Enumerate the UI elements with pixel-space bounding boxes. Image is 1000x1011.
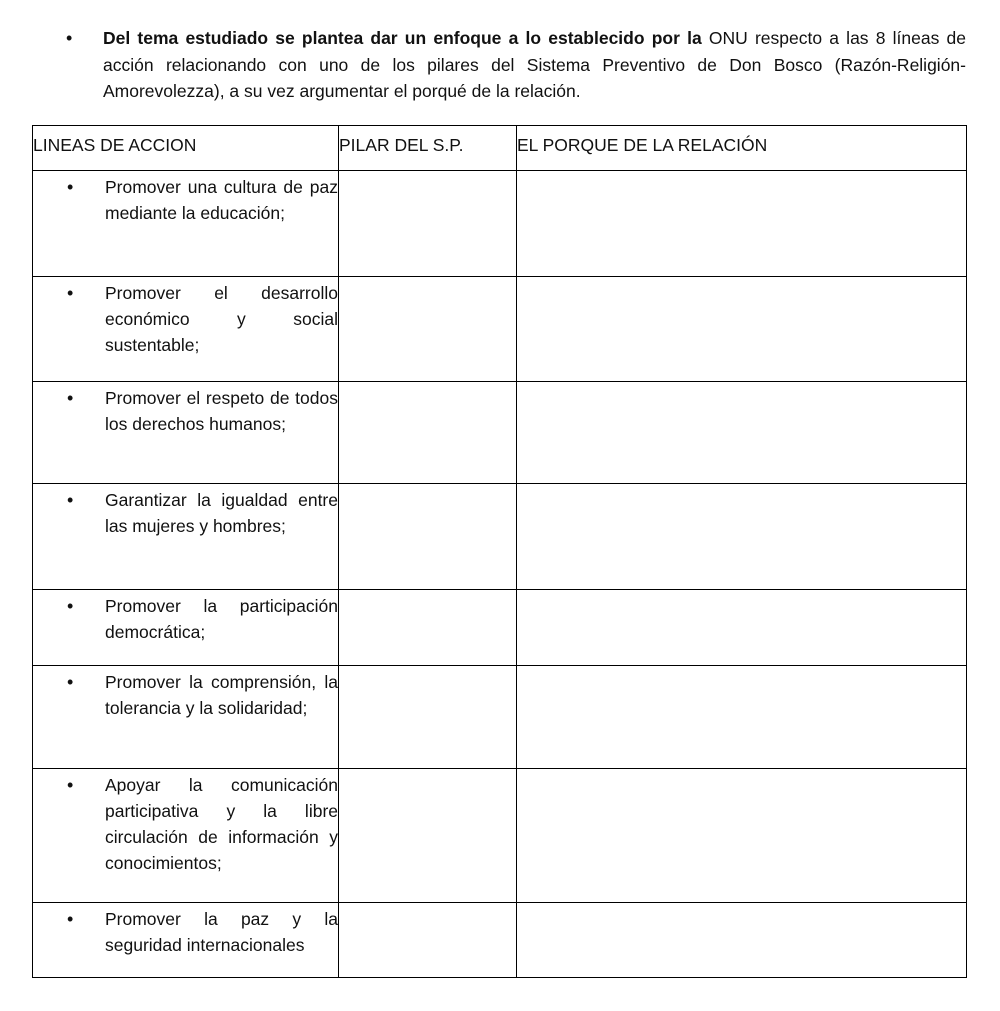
bullet: • <box>67 775 74 795</box>
pilar-cell[interactable] <box>339 590 517 666</box>
bullet: • <box>67 388 74 408</box>
table-row <box>33 769 967 903</box>
pilar-cell[interactable] <box>339 484 517 590</box>
porque-cell[interactable] <box>517 590 967 666</box>
linea-text: Promover la participación democrática; <box>105 596 338 642</box>
porque-cell[interactable] <box>517 903 967 978</box>
header-pilar: PILAR DEL S.P. <box>339 126 517 171</box>
intro-rest-text: ONU respecto a las 8 líneas de acción relacionando con uno de los pilares del Sistema Preventivo de Don Bosco (Razón-Religión-Amorevolezza), a su vez argumentar el porqué de la relación. <box>103 28 967 101</box>
bullet: • <box>67 909 74 929</box>
table-header-row <box>33 126 967 171</box>
header-porque: EL PORQUE DE LA RELACIÓN <box>517 126 967 171</box>
intro-bold-text: Del tema estudiado se plantea dar un enfoque a lo establecido por la <box>103 28 702 48</box>
intro-text <box>103 25 966 105</box>
pilar-cell[interactable] <box>339 171 517 277</box>
linea-cell <box>33 769 339 903</box>
table-row <box>33 382 967 484</box>
pilar-cell[interactable] <box>339 382 517 484</box>
porque-cell[interactable] <box>517 666 967 769</box>
linea-text: Promover el respeto de todos los derechos humanos; <box>105 388 338 434</box>
pilar-cell[interactable] <box>339 903 517 978</box>
intro-paragraph <box>66 25 966 105</box>
linea-cell <box>33 484 339 590</box>
linea-cell <box>33 382 339 484</box>
bullet: • <box>67 596 74 616</box>
table-row <box>33 666 967 769</box>
linea-cell <box>33 277 339 382</box>
pilar-cell[interactable] <box>339 666 517 769</box>
linea-text: Apoyar la comunicación participativa y la libre circulación de información y conocimientos; <box>105 775 338 873</box>
table-row <box>33 903 967 978</box>
bullet: • <box>67 672 74 692</box>
bullet: • <box>67 490 74 510</box>
linea-text: Garantizar la igualdad entre las mujeres y hombres; <box>105 490 338 536</box>
linea-cell <box>33 903 339 978</box>
porque-cell[interactable] <box>517 484 967 590</box>
linea-text: Promover la comprensión, la tolerancia y la solidaridad; <box>105 672 338 718</box>
pilar-cell[interactable] <box>339 769 517 903</box>
table-row <box>33 484 967 590</box>
linea-cell <box>33 171 339 277</box>
linea-text: Promover una cultura de paz mediante la educación; <box>105 177 338 223</box>
lines-of-action-table <box>32 125 967 978</box>
bullet: • <box>67 177 74 197</box>
table-row <box>33 277 967 382</box>
porque-cell[interactable] <box>517 382 967 484</box>
linea-text: Promover el desarrollo económico y social sustentable; <box>105 283 338 355</box>
linea-cell <box>33 590 339 666</box>
linea-text: Promover la paz y la seguridad internacionales <box>105 909 338 955</box>
header-lineas-de-accion: LINEAS DE ACCION <box>33 126 339 171</box>
bullet: • <box>67 283 74 303</box>
table-row <box>33 171 967 277</box>
intro-bullet: • <box>66 28 73 48</box>
porque-cell[interactable] <box>517 171 967 277</box>
pilar-cell[interactable] <box>339 277 517 382</box>
linea-cell <box>33 666 339 769</box>
porque-cell[interactable] <box>517 769 967 903</box>
table-row <box>33 590 967 666</box>
porque-cell[interactable] <box>517 277 967 382</box>
